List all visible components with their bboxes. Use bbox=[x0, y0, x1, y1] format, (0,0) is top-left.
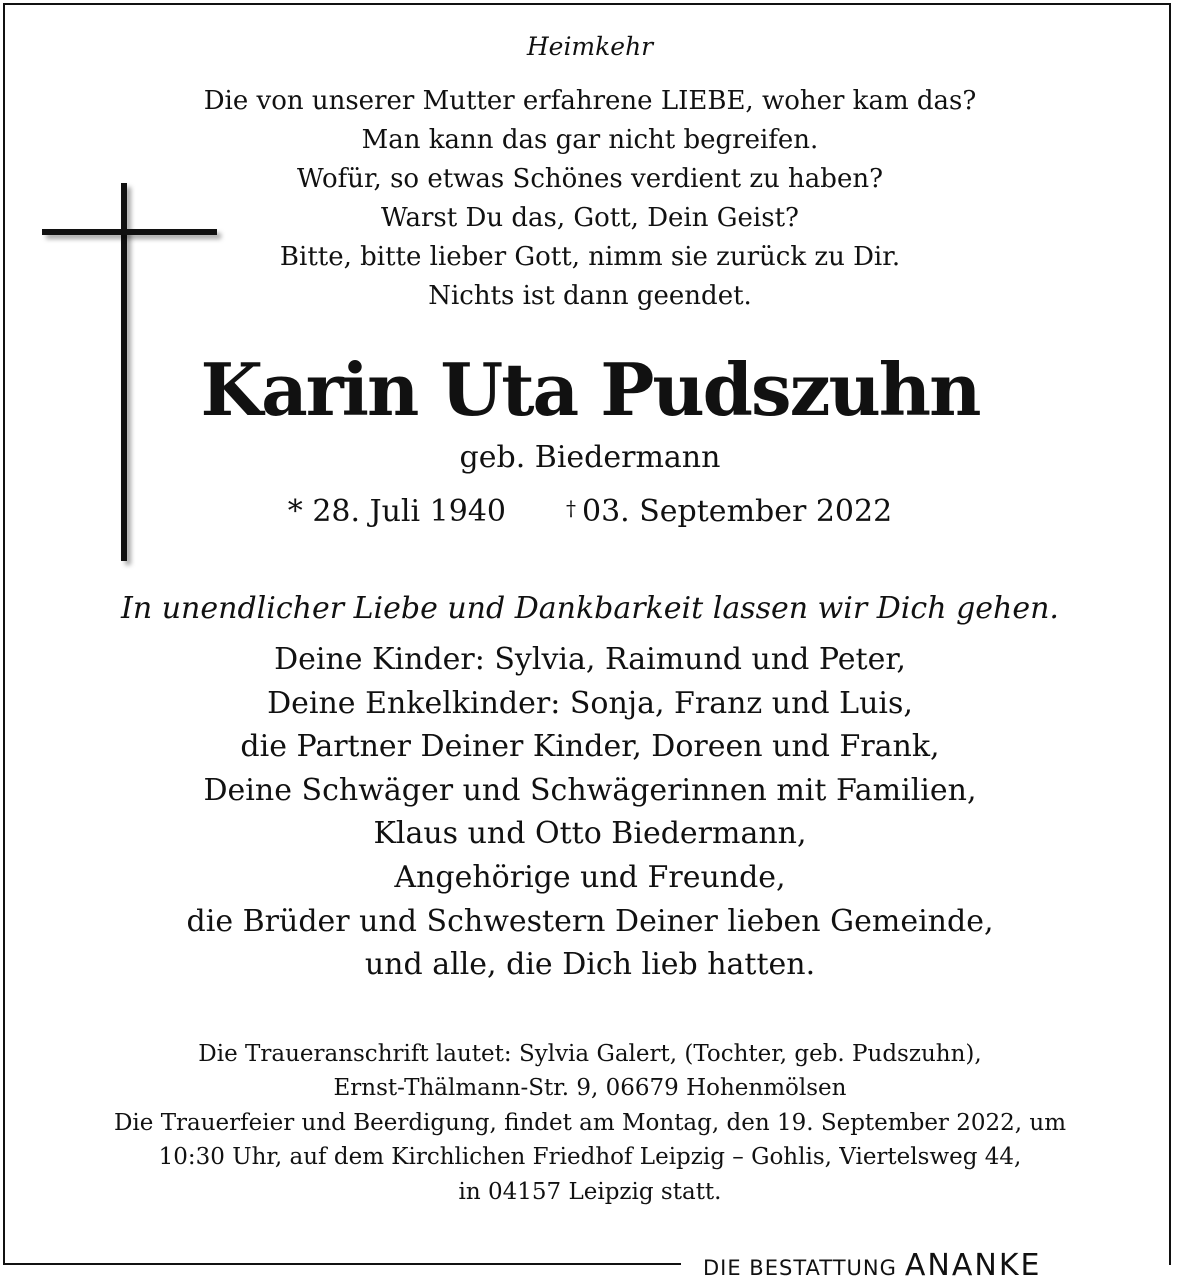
mourners-line: und alle, die Dich lieb hatten. bbox=[364, 947, 816, 983]
info-line: 10:30 Uhr, auf dem Kirchlichen Friedhof Leipzig – Gohlis, Viertelsweg 44, bbox=[158, 1144, 1022, 1171]
footer-brand: ANANKE bbox=[904, 1248, 1042, 1283]
info-line: Ernst-Thälmann-Str. 9, 06679 Hohenmölsen bbox=[333, 1075, 847, 1102]
funeral-info bbox=[0, 1037, 1180, 1209]
info-line: in 04157 Leipzig statt. bbox=[458, 1178, 722, 1205]
mourners-line: Deine Schwäger und Schwägerinnen mit Familien, bbox=[203, 772, 977, 808]
info-line: Die Trauerfeier und Beerdigung, findet am Montag, den 19. September 2022, um bbox=[113, 1109, 1067, 1136]
poem-line: Die von unserer Mutter erfahrene LIEBE, woher kam das? bbox=[203, 86, 977, 116]
mourners-list bbox=[0, 638, 1180, 987]
footer-prefix: DIE BESTATTUNG bbox=[703, 1256, 897, 1280]
poem-line: Man kann das gar nicht begreifen. bbox=[361, 125, 819, 155]
mourners-line: Angehörige und Freunde, bbox=[394, 859, 786, 895]
funeral-home-signature bbox=[703, 1248, 1041, 1283]
birth-date: * 28. Juli 1940 bbox=[287, 494, 506, 529]
poem-line: Nichts ist dann geendet. bbox=[428, 281, 752, 311]
mourners-line: Klaus und Otto Biedermann, bbox=[373, 816, 807, 852]
poem-line: Wofür, so etwas Schönes verdient zu haben? bbox=[296, 164, 884, 194]
mourners-line: Deine Enkelkinder: Sonja, Franz und Luis, bbox=[267, 685, 913, 721]
info-line: Die Traueranschrift lautet: Sylvia Galert, (Tochter, geb. Pudszuhn), bbox=[198, 1041, 982, 1067]
dagger-icon: † bbox=[566, 496, 576, 520]
mourners-line: die Brüder und Schwestern Deiner lieben Gemeinde, bbox=[186, 903, 994, 939]
farewell-line: In unendlicher Liebe und Dankbarkeit lassen wir Dich gehen. bbox=[121, 591, 1059, 626]
death-date-group bbox=[566, 487, 892, 533]
poem bbox=[0, 82, 1180, 316]
mourners-line: die Partner Deiner Kinder, Doreen und Frank, bbox=[240, 729, 940, 765]
death-date: 03. September 2022 bbox=[582, 494, 893, 529]
birth-name: geb. Biedermann bbox=[459, 440, 721, 475]
mourners-line: Deine Kinder: Sylvia, Raimund und Peter, bbox=[274, 642, 906, 677]
notice-border-bottom bbox=[3, 1263, 681, 1265]
poem-line: Warst Du das, Gott, Dein Geist? bbox=[381, 203, 799, 233]
poem-heading: Heimkehr bbox=[526, 32, 654, 61]
deceased-name: Karin Uta Pudszuhn bbox=[200, 347, 980, 432]
poem-line: Bitte, bitte lieber Gott, nimm sie zurück zu Dir. bbox=[279, 242, 901, 272]
life-dates bbox=[0, 487, 1180, 533]
